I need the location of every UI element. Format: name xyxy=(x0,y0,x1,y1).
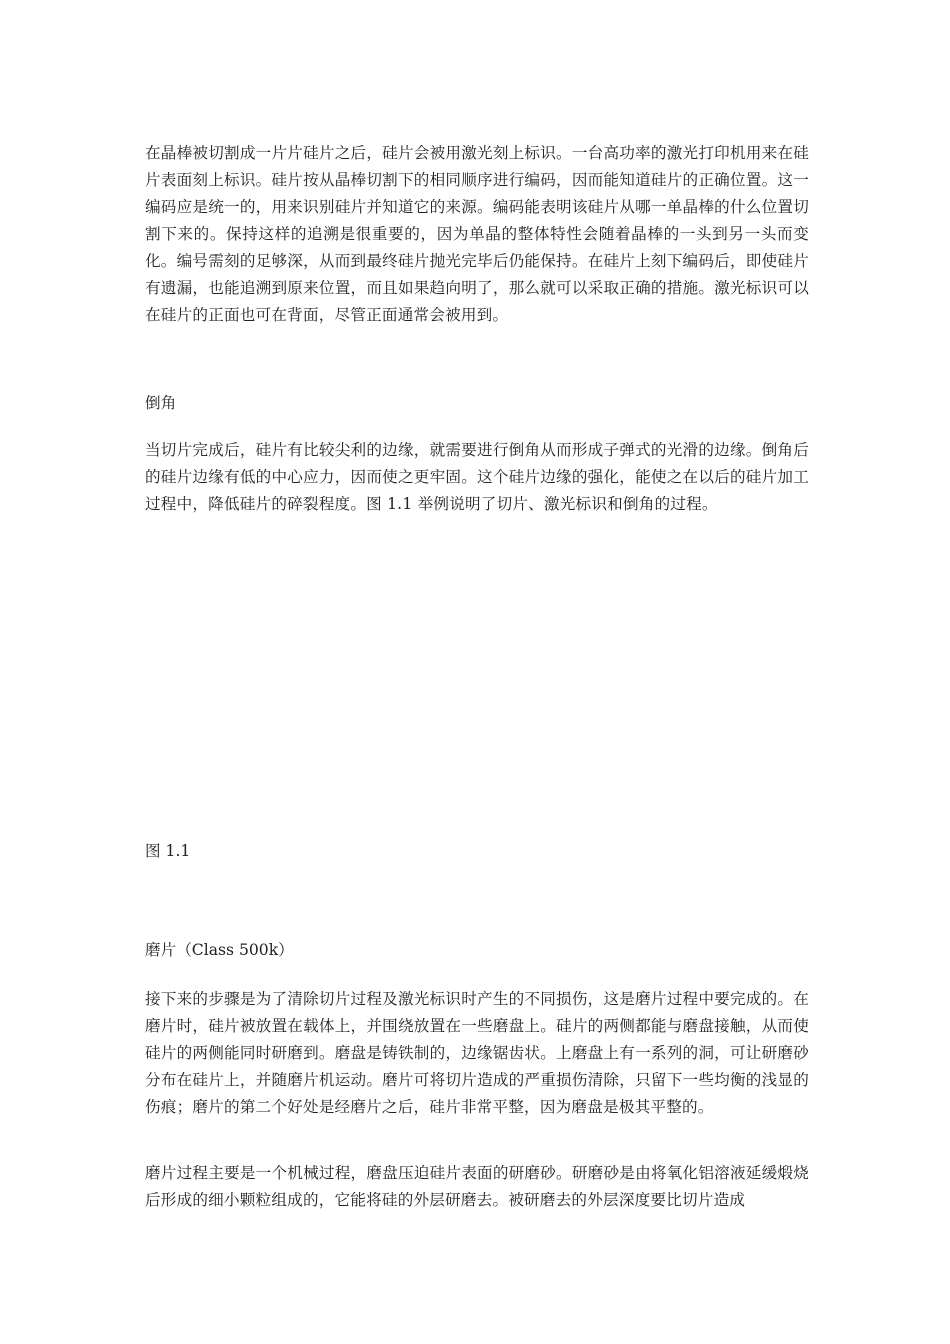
paragraph-chamfer: 当切片完成后，硅片有比较尖利的边缘，就需要进行倒角从而形成子弹式的光滑的边缘。倒角后的硅片边缘有低的中心应力，因而使之更牢固。这个硅片边缘的强化，能使之在以后的硅片加工过程中，降低硅片的碎裂程度。图 1.1 举例说明了切片、激光标识和倒角的过程。 xyxy=(145,441,809,513)
figure-placeholder xyxy=(145,530,809,830)
section-heading-chamfer: 倒角 xyxy=(145,394,177,412)
paragraph-lapping-1: 接下来的步骤是为了清除切片过程及激光标识时产生的不同损伤，这是磨片过程中要完成的。在磨片时，硅片被放置在载体上，并围绕放置在一些磨盘上。硅片的两侧都能与磨盘接触，从而使硅片的两侧能同时研磨到。磨盘是铸铁制的，边缘锯齿状。上磨盘上有一系列的洞，可让研磨砂分布在硅片上，并随磨片机运动。磨片可将切片造成的严重损伤清除，只留下一些均衡的浅显的伤痕；磨片的第二个好处是经磨片之后，硅片非常平整，因为磨盘是极其平整的。 xyxy=(145,990,809,1116)
section-heading-lapping: 磨片（Class 500k） xyxy=(145,941,294,959)
paragraph-lapping-2: 磨片过程主要是一个机械过程，磨盘压迫硅片表面的研磨砂。研磨砂是由将氧化铝溶液延缓煅烧后形成的细小颗粒组成的，它能将硅的外层研磨去。被研磨去的外层深度要比切片造成 xyxy=(145,1164,809,1209)
figure-caption: 图 1.1 xyxy=(145,842,191,860)
paragraph-laser-marking: 在晶棒被切割成一片片硅片之后，硅片会被用激光刻上标识。一台高功率的激光打印机用来在硅片表面刻上标识。硅片按从晶棒切割下的相同顺序进行编码，因而能知道硅片的正确位置。这一编码应是统一的，用来识别硅片并知道它的来源。编码能表明该硅片从哪一单晶棒的什么位置切割下来的。保持这样的追溯是很重要的，因为单晶的整体特性会随着晶棒的一头到另一头而变化。编号需刻的足够深，从而到最终硅片抛光完毕后仍能保持。在硅片上刻下编码后，即使硅片有遗漏，也能追溯到原来位置，而且如果趋向明了，那么就可以采取正确的措施。激光标识可以在硅片的正面也可在背面，尽管正面通常会被用到。 xyxy=(145,144,809,324)
